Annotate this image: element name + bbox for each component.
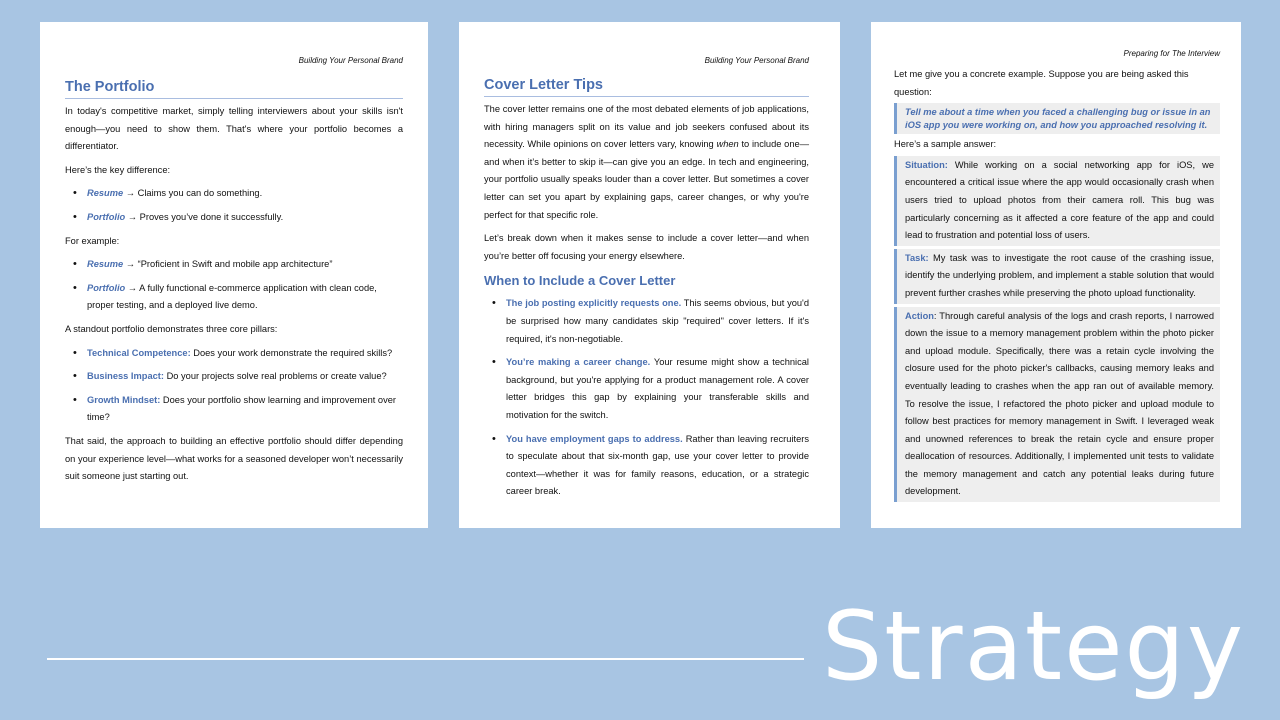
page-interview [871, 22, 1241, 528]
list-item: • You have employment gaps to address. Rather than leaving recruiters to speculate about that six-month gap, use your cover letter to provide context—whether it was for family reasons, education, or a strategic career break. [484, 431, 809, 501]
paragraph-closing: That said, the approach to building an effective portfolio should differ depending on your experience level—what works for a seasoned developer won’t necessarily suit someone just starting out. [65, 435, 403, 482]
list-item: • Growth Mindset: Does your portfolio show learning and improvement over time? [65, 392, 403, 427]
list-item: • Resume → Claims you can do something. [65, 185, 403, 203]
paragraph-intro: The cover letter remains one of the most debated elements of job applications, with hiring managers split on its value and job seekers confused about its necessity. While opinions on cover letters vary, knowing when to include one—and when it’s better to skip it—can give you an edge. In tech and engineering, your portfolio usually speaks louder than a cover letter. But sometimes a cover letter can set you apart by explaining gaps, career changes, or why you're perfect for that specific role. [484, 104, 809, 220]
page-cover-letter [459, 22, 840, 528]
list-item: • The job posting explicitly requests one. This seems obvious, but you'd be surprised how many candidates skip "required" cover letters. If it's required, it's non-negotiable. [484, 295, 809, 348]
banner-word: Strategy [822, 592, 1246, 702]
paragraph-sample: Here’s a sample answer: [894, 139, 997, 150]
question-callout: Tell me about a time when you faced a challenging bug or issue in an iOS app you were working on, and how you approached resolving it. [894, 103, 1220, 134]
section-title: The Portfolio [65, 78, 403, 99]
paragraph-key-difference: Here’s the key difference: [65, 164, 171, 175]
paragraph-intro: In today's competitive market, simply telling interviewers about your skills isn't enough—you need to show them. That's where your portfolio becomes a differentiator. [65, 106, 403, 152]
subsection-title: When to Include a Cover Letter [484, 273, 676, 289]
star-action: Action: Through careful analysis of the logs and crash reports, I narrowed down the issue to a memory management problem within the photo picker and upload module. Specifically, there was a retain cycle involving the closure used for the photo picker's callbacks, causing memory leaks and eventually leading to crashes when the app ran out of available memory. To resolve the issue, I refactored the photo picker and upload module to follow best practices for memory management in Swift. I leveraged weak and unowned references to break the retain cycle and ensure proper deallocation of resources. Additionally, I implemented unit tests to validate the memory management and catch any potential leaks during future development. [894, 307, 1220, 503]
section-title: Cover Letter Tips [484, 76, 809, 97]
paragraph-pillars: A standout portfolio demonstrates three core pillars: [65, 323, 278, 334]
list-item: • Technical Competence: Does your work demonstrate the required skills? [65, 345, 403, 363]
cover-letter-list [484, 295, 809, 501]
list-item: • Portfolio → Proves you’ve done it successfully. [65, 209, 403, 227]
running-head: Building Your Personal Brand [704, 56, 809, 65]
key-difference-list [65, 185, 403, 226]
running-head: Building Your Personal Brand [298, 56, 403, 65]
list-item: • You’re making a career change. Your resume might show a technical background, but you're applying for a product management role. A cover letter bridges this gap by explaining your transferable skills and motivation for the switch. [484, 354, 809, 424]
paragraph-intro: Let me give you a concrete example. Suppose you are being asked this question: [894, 69, 1189, 97]
list-item: • Business Impact: Do your projects solve real problems or create value? [65, 368, 403, 386]
page-portfolio [40, 22, 428, 528]
star-task: Task: My task was to investigate the root cause of the crashing issue, identify the underlying problem, and implement a stable solution that would prevent further crashes while preserving the photo upload functionality. [894, 249, 1220, 304]
running-head: Preparing for The Interview [1123, 49, 1220, 58]
divider-line [47, 658, 804, 660]
pillars-list [65, 345, 403, 427]
paragraph-breakdown: Let’s break down when it makes sense to include a cover letter—and when you’re better off focusing your energy elsewhere. [484, 233, 809, 261]
list-item: • Portfolio → A fully functional e-commerce application with clean code, proper testing, and a deployed live demo. [65, 280, 403, 315]
paragraph-example: For example: [65, 235, 120, 246]
list-item: • Resume → “Proficient in Swift and mobile app architecture” [65, 256, 403, 274]
example-list [65, 256, 403, 315]
star-situation: Situation: While working on a social networking app for iOS, we encountered a critical issue where the app would occasionally crash when users tried to upload photos from their camera roll. This bug was particularly concerning as it affected a core feature of the app and could lead to frustration and potential loss of users. [894, 156, 1220, 246]
